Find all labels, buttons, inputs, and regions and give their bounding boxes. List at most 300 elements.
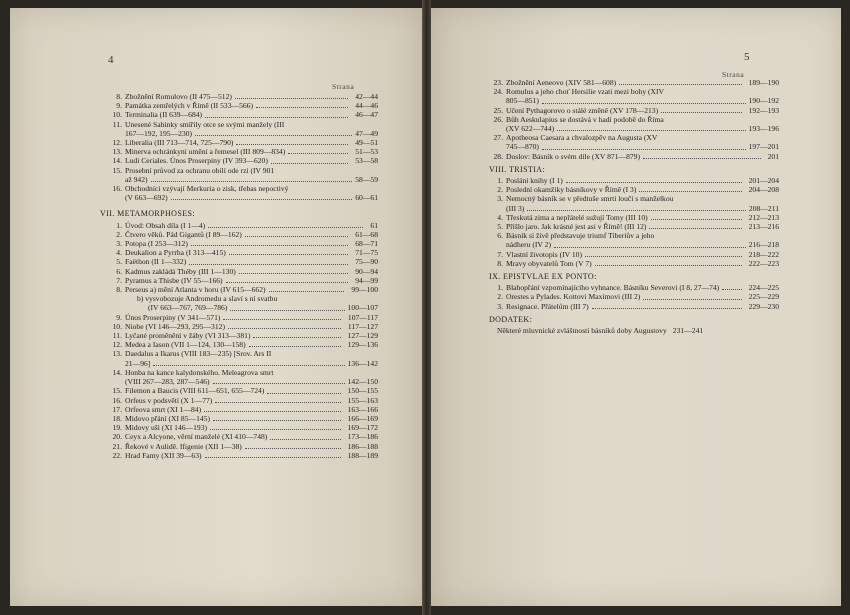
entry-title: Romulus a jeho choť Hersilie vzati mezi bohy (XIV [506,87,665,97]
entry-title: Midovo přání (XI 85—145) [125,413,210,423]
entry-title: Terminalia (II 639—684) [125,110,203,120]
entry-title: Zbožnění Aeneovo (XIV 581—608) [506,78,617,87]
dot-leader [619,84,741,85]
entry-number: 15. [112,165,122,175]
entry-pages: 47—49 [355,128,378,138]
section-heading: VII. METAMORPHOSES: [100,209,195,219]
entry-line [506,302,745,311]
entry-pages: 166—169 [347,413,378,423]
dot-leader [230,310,344,311]
entry-pages: 229—230 [748,301,779,311]
entry-number: 20. [112,432,122,442]
entry-title: Resignace. Přátelům (III 7) [506,301,589,311]
entry-continuation [108,129,378,138]
entry-title-cont: (III 3) [506,203,525,213]
entry-number: 4. [497,212,503,222]
entry-line [125,276,351,285]
toc-entry [108,414,378,423]
entry-title: Kadmus zakládá Théby (III 1—130) [125,266,236,276]
entry-title: Básník si živě představuje triumf Tiberiův a jeho [506,231,655,241]
entry-line [125,405,344,414]
entry-title: Orfeus v podsvětí (X 1—77) [125,395,213,405]
toc-entry [108,248,378,257]
entry-pages: 42—44 [355,92,378,101]
toc-entry [489,115,779,124]
entry-line [125,230,351,239]
toc-entry [108,101,378,110]
dot-leader [210,429,341,430]
toc-entry [489,185,779,194]
entry-title-cont: 805—851) [506,96,539,106]
entry-number: 2. [497,185,503,195]
dot-leader [239,273,348,274]
toc-entry [489,213,779,222]
entry-line [506,222,745,231]
entry-number: 15. [112,386,122,396]
entry-number: 27. [493,133,503,143]
entry-number: 12. [112,138,122,148]
entry-title-cont: 745—870) [506,142,539,152]
entry-line [125,386,344,395]
toc-entry [108,386,378,395]
entry-title-cont: (IV 663—767, 769—786) [148,303,228,313]
entry-pages: 107—117 [347,312,378,322]
entry-continuation [108,193,378,202]
toc-entry [108,166,378,175]
entry-title: b) vysvobozuje Andromedu a slaví s ní svatbu [137,294,278,304]
entry-title-cont: až 942) [125,174,148,184]
entry-title: Poslední okamžiky básníkovy v Římě (I 3) [506,185,637,195]
entry-pages: 44—46 [355,101,378,111]
section-heading: DODATEK: [489,314,533,324]
toc-entry [108,368,378,377]
entry-line [506,185,745,194]
entry-pages: 100—107 [347,303,378,313]
toc-entry [489,250,779,259]
left-page [10,8,422,606]
page-number: 5 [744,51,750,63]
entry-title-cont: 21—96] [125,358,151,368]
toc-entry [489,87,779,96]
entry-pages: 224—225 [748,283,779,293]
entry-title: Bůh Aeskulapius se dostává v hadí podobě do Říma [506,114,664,124]
entry-title-cont: (XV 622—744) [506,124,555,134]
toc-entry [489,176,779,185]
entry-number: 14. [112,367,122,377]
dot-leader [566,182,742,183]
dot-leader [643,158,761,159]
entry-line [506,250,745,259]
toc-entry [489,259,779,268]
entry-pages: 186—188 [347,441,378,451]
entry-pages: 46—47 [355,110,378,120]
entry-pages: 60—61 [355,193,378,203]
entry-line [125,92,351,101]
entry-number: 3. [116,239,122,249]
dot-leader [236,144,348,145]
entry-title-cont: 167—192, 195—230) [125,128,193,138]
entry-title: Přišlo jaro. Jak krásné jest asi v Římě! (III 12) [506,222,647,232]
entry-number: 1. [116,220,122,230]
book-gutter [422,0,431,615]
entry-title: Deukalion a Pyrrha (I 313—415) [125,248,226,258]
toc-entry [108,313,378,322]
dot-leader [649,228,741,229]
entry-number: 2. [497,292,503,302]
entry-title: Potopa (I 253—312) [125,239,188,249]
dot-leader [269,291,345,292]
entry-title: Nemocný básník se v předtuše smrti loučí s manželkou [506,194,674,204]
dot-leader [213,420,341,421]
entry-number: 8. [497,258,503,268]
entry-title: Některé mluvnické zvláštnosti básníků doby Augustovy [497,326,667,336]
entry-title: Zbožnění Romulovo (II 475—512) [125,92,232,101]
entry-pages: 201 [767,151,779,161]
entry-number: 16. [112,184,122,194]
entry-number: 5. [497,222,503,232]
entry-number: 9. [116,312,122,322]
entry-line [506,283,745,292]
entry-pages: 155—163 [347,395,378,405]
dot-leader [205,117,348,118]
dot-leader [592,308,742,309]
entry-title-cont: nádheru (IV 2) [506,240,551,250]
entry-title: Úvod: Obsah díla (I 1—4) [125,220,206,230]
entry-pages: 68—71 [355,239,378,249]
section-heading: IX. EPISTVLAE EX PONTO: [489,272,597,282]
entry-line [125,267,351,276]
entry-line [125,248,351,257]
toc-entry [108,221,378,230]
entry-line [125,313,344,322]
entry-pages: 197—201 [748,142,779,152]
entry-title: Niobe (VI 146—293, 295—312) [125,321,225,331]
entry-line [125,340,344,349]
dot-leader [527,210,746,211]
toc-entry [108,285,378,294]
entry-line [125,451,344,460]
dot-leader [245,236,348,237]
entry-title: Minerva ochránkyní umění a řemesel (III 809—834) [125,147,286,157]
entry-pages: 212—213 [748,212,779,222]
entry-line [506,176,745,185]
entry-number: 10. [112,110,122,120]
toc-entry [489,152,779,161]
entry-number: 13. [112,349,122,359]
entry-pages: 129—136 [347,340,378,350]
entry-number: 1. [497,176,503,186]
entry-title: Obchodníci vzývají Merkuria o zisk, třebas nepoctivý [125,184,289,194]
toc-entry [489,78,779,87]
entry-number: 8. [116,285,122,295]
entry-title: Památka zemřelých v Římě (II 533—566) [125,101,253,111]
entry-line [125,110,351,119]
entry-title: Třeskutá zima a nepřátelé sužují Tomy (III 10) [506,212,648,222]
entry-title: Faëthon (II 1—332) [125,257,187,267]
strana-label: Strana [722,70,745,79]
toc-entry [489,283,779,292]
entry-line [125,138,351,147]
dot-leader [253,337,340,338]
dot-leader [235,98,348,99]
entry-number: 22. [112,450,122,460]
toc-entry [108,92,378,101]
entry-title: Prosební průvod za ochranu obilí ode rzi (IV 901 [125,165,275,175]
entry-pages: 192—193 [748,105,779,115]
toc-entry [489,231,779,240]
dot-leader [639,191,741,192]
entry-continuation [489,240,779,249]
entry-pages: 201—204 [748,176,779,186]
dot-leader [557,130,745,131]
toc-left [100,92,378,460]
entry-title: Vlastní životopis (IV 10) [506,249,583,259]
entry-title: Pyramus a Thisbe (IV 55—166) [125,275,223,285]
page-number: 4 [108,54,114,66]
entry-title: Ludi Ceriales. Únos Proserpiny (IV 393—620) [125,156,268,166]
dot-leader [228,328,341,329]
toc-entry [108,110,378,119]
toc-entry [108,239,378,248]
entry-line [506,78,745,87]
toc-right [489,78,779,335]
entry-line [125,432,344,441]
toc-entry [108,349,378,358]
dot-leader [171,199,353,200]
dot-leader [288,153,348,154]
entry-title: Orestes a Pylades. Kottovi Maximovi (III 2) [506,292,641,302]
dot-leader [226,282,349,283]
entry-line [125,239,351,248]
right-page [431,8,841,606]
entry-pages: 127—129 [347,331,378,341]
toc-entry [108,322,378,331]
entry-title: Učení Pythagorovo o stálé změně (XV 178—213) [506,105,659,115]
entry-title: Doslov: Básník o svém díle (XV 871—879) [506,151,641,161]
entry-pages: 216—218 [748,240,779,250]
toc-entry [108,120,378,129]
entry-line [125,423,344,432]
entry-number: 6. [497,231,503,241]
toc-entry [108,442,378,451]
entry-title: Liberalia (III 713—714, 725—790) [125,138,234,148]
entry-continuation [489,204,779,213]
entry-number: 21. [112,441,122,451]
dot-leader [208,227,363,228]
entry-number: 16. [112,395,122,405]
entry-number: 7. [116,275,122,285]
entry-number: 3. [497,301,503,311]
entry-pages: 90—94 [355,266,378,276]
entry-pages: 53—58 [355,156,378,166]
entry-pages: 213—216 [748,222,779,232]
dot-leader [205,457,341,458]
dot-leader [151,181,353,182]
entry-title: Hrad Famy (XII 39—63) [125,450,202,460]
entry-pages: 51—53 [355,147,378,157]
spacer [108,202,378,205]
entry-pages: 61—68 [355,229,378,239]
dot-leader [153,365,344,366]
entry-title: Midovy uši (XI 146—193) [125,423,208,433]
entry-number: 18. [112,413,122,423]
entry-title: Čtvero věků. Pád Gigantů (I 89—162) [125,229,242,239]
entry-pages: 150—155 [347,386,378,396]
entry-number: 19. [112,423,122,433]
entry-pages: 169—172 [347,423,378,433]
dot-leader [270,439,340,440]
toc-entry [489,292,779,301]
entry-number: 1. [497,283,503,293]
entry-title: Lyčané proměnění v žáby (VI 313—381) [125,331,251,341]
dot-leader [213,383,345,384]
entry-number: 8. [116,92,122,101]
entry-pages: 117—127 [347,321,378,331]
entry-title: Filemon a Baucis (VIII 611—651, 655—724) [125,386,265,396]
entry-pages: 163—166 [347,404,378,414]
entry-title: Honba na kance kalydonského. Meleagrova smrt [125,367,274,377]
entry-pages: 94—99 [355,275,378,285]
entry-pages: 225—229 [748,292,779,302]
entry-number: 26. [493,114,503,124]
dot-leader [271,163,348,164]
entry-line [125,257,351,266]
entry-continuation [489,96,779,105]
entry-continuation [489,124,779,133]
entry-number: 3. [497,194,503,204]
entry-number: 13. [112,147,122,157]
entry-pages: 208—211 [748,203,779,213]
toc-entry [489,302,779,311]
strana-label: Strana [332,82,355,91]
entry-line [125,414,344,423]
entry-number: 28. [493,151,503,161]
entry-pages: 136—142 [347,358,378,368]
entry-line [506,213,745,222]
entry-pages: 231—241 [672,326,704,336]
dot-leader [249,346,341,347]
toc-entry [489,222,779,231]
entry-line [125,285,347,294]
dot-leader [191,245,348,246]
entry-title: Poslání knihy (I 1) [506,176,563,186]
entry-title: Řekové v Aulidě. Ifigenie (XII 1—38) [125,441,242,451]
entry-pages: 222—223 [748,258,779,268]
entry-pages: 99—100 [351,285,378,295]
entry-continuation [108,377,378,386]
entry-number: 23. [493,78,503,87]
entry-line [506,292,745,301]
dot-leader [651,219,742,220]
entry-line [506,152,764,161]
entry-pages: 142—150 [347,377,378,387]
entry-pages: 188—189 [347,450,378,460]
entry-title: Ceyx a Alcyone, věrní manželé (XI 410—748) [125,432,268,442]
entry-number: 9. [116,101,122,111]
entry-line [125,331,344,340]
toc-entry [489,133,779,142]
toc-entry [108,257,378,266]
entry-title: Únos Proserpiny (V 341—571) [125,312,221,322]
toc-entry [108,276,378,285]
toc-entry [108,331,378,340]
toc-entry [108,138,378,147]
dot-leader [585,256,742,257]
entry-number: 6. [116,266,122,276]
entry-line [125,221,366,230]
dot-leader [542,103,746,104]
dot-leader [722,289,741,290]
dot-leader [267,393,340,394]
entry-number: 24. [493,87,503,97]
entry-title: Apotheosa Caesara a chvalozpěv na Augusta (XV [506,133,658,143]
entry-pages: 193—196 [748,124,779,134]
toc-entry [108,396,378,405]
entry-number: 14. [112,156,122,166]
entry-line [125,396,344,405]
section-heading: VIII. TRISTIA: [489,164,546,174]
entry-line [506,259,745,268]
entry-number: 10. [112,321,122,331]
dot-leader [595,265,742,266]
dot-leader [215,402,340,403]
entry-title: Daedalus a Ikarus (VIII 183—235) [Srov. Ars II [125,349,272,359]
dot-leader [223,319,340,320]
entry-number: 2. [116,229,122,239]
toc-entry [489,194,779,203]
dot-leader [229,254,348,255]
entry-continuation [108,359,378,368]
toc-entry [108,184,378,193]
entry-title-cont: (VIII 267—283, 287—546) [125,377,210,387]
entry-title: Perseus a) mění Atlanta v horu (IV 615—662) [125,285,266,295]
entry-continuation [108,175,378,184]
dot-leader [643,299,741,300]
toc-entry [108,267,378,276]
entry-title: Unesené Sabinky smířily otce se svými manžely (III [125,119,285,129]
entry-title: Medea a Iason (VII 1—124, 130—158) [125,340,246,350]
toc-entry [489,106,779,115]
toc-entry [108,423,378,432]
entry-number: 25. [493,105,503,115]
entry-number: 4. [116,248,122,258]
entry-continuation [489,142,779,151]
entry-line [506,106,745,115]
entry-number: 12. [112,340,122,350]
entry-number: 5. [116,257,122,267]
entry-pages: 190—192 [748,96,779,106]
entry-number: 17. [112,404,122,414]
entry-number: 7. [497,249,503,259]
dot-leader [195,135,352,136]
toc-entry [108,432,378,441]
entry-pages: 71—75 [355,248,378,258]
entry-pages: 58—59 [355,174,378,184]
dot-leader [661,112,742,113]
entry-pages: 61 [370,220,378,230]
dot-leader [204,411,340,412]
dot-leader [189,264,348,265]
toc-entry [108,405,378,414]
toc-entry [108,230,378,239]
entry-pages: 218—222 [748,249,779,259]
entry-title: Orfeova smrt (XI 1—84) [125,404,202,414]
dot-leader [245,448,341,449]
dot-leader [256,107,348,108]
entry-line [125,156,351,165]
toc-entry [108,451,378,460]
entry-continuation [108,303,378,312]
